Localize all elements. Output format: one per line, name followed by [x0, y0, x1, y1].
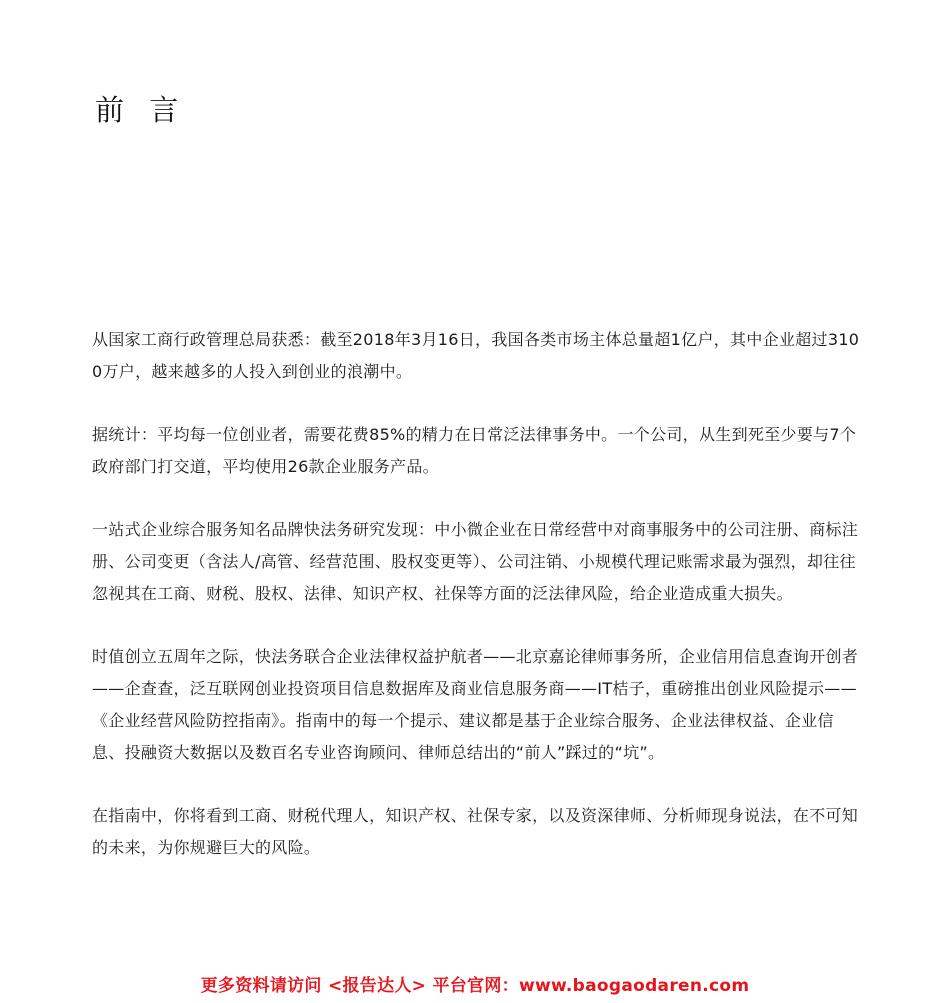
paragraph-research-findings: 一站式企业综合服务知名品牌快法务研究发现：中小微企业在日常经营中对商事服务中的公司注册、商标注册、公司变更（含法人/高管、经营范围、股权变更等）、公司注销、小规模代理记账需求最为强烈，却往往忽视其在工商、财税、股权、法律、知识产权、社保等方面的泛法律风险，给企业造成重大损失。 — [92, 520, 859, 603]
preface-body — [92, 324, 862, 895]
paragraph-legal-effort: 据统计：平均每一位创业者，需要花费85%的精力在日常泛法律事务中。一个公司，从生到死至少要与7个政府部门打交道，平均使用26款企业服务产品。 — [92, 425, 857, 476]
paragraph-guide-launch: 时值创立五周年之际，快法务联合企业法律权益护航者——北京嘉论律师事务所，企业信用信息查询开创者——企查查，泛互联网创业投资项目信息数据库及商业信息服务商——IT桔子，重磅推出创业风险提示——《企业经营风险防控指南》。指南中的每一个提示、建议都是基于企业综合服务、企业法律权益、企业信息、投融资大数据以及数百名专业咨询顾问、律师总结出的“前人”踩过的“坑”。 — [92, 647, 859, 762]
paragraph-market-stats: 从国家工商行政管理总局获悉：截至2018年3月16日，我国各类市场主体总量超1亿户，其中企业超过3100万户，越来越多的人投入到创业的浪潮中。 — [92, 330, 860, 381]
paragraph-guide-contents: 在指南中，你将看到工商、财税代理人，知识产权、社保专家，以及资深律师、分析师现身说法，在不可知的未来，为你规避巨大的风险。 — [92, 806, 859, 857]
page-title: 前 言 — [95, 93, 187, 127]
footer-promo-link[interactable]: 更多资料请访问 <报告达人> 平台官网：www.baogaodaren.com — [200, 976, 750, 996]
